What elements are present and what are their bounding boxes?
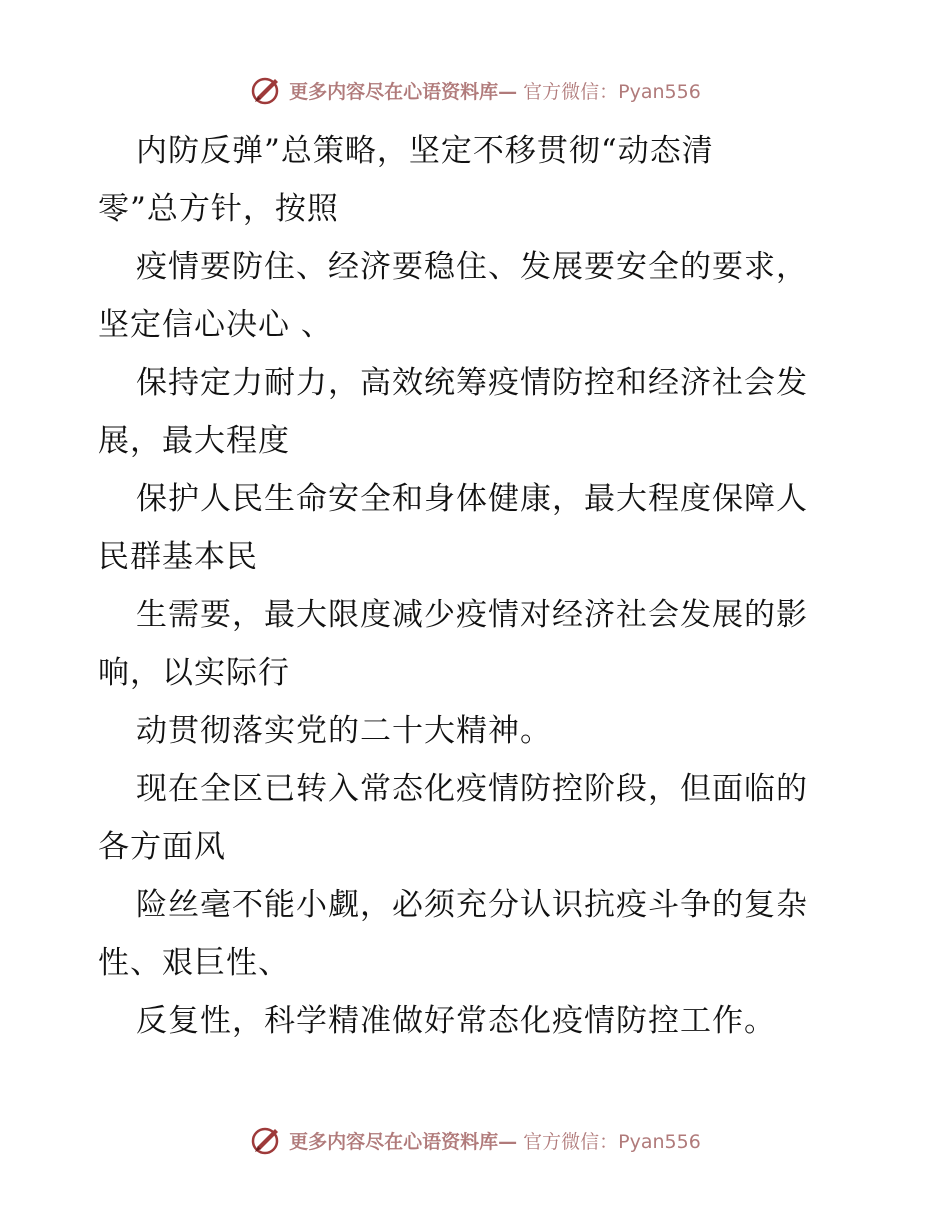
banner-text: 更多内容尽在心语资料库— [289, 1130, 518, 1153]
text-line: 响，以实际行 [98, 655, 290, 691]
footer-banner [0, 1120, 950, 1160]
text-line: 现在全区已转入常态化疫情防控阶段，但面临的 [136, 771, 808, 807]
text-line: 生需要，最大限度减少疫情对经济社会发展的影 [136, 597, 808, 633]
text-line: 零”总方针，按照 [98, 191, 339, 227]
text-line: 民群基本民 [98, 539, 258, 575]
text-line: 性、艰巨性、 [98, 945, 290, 981]
text-line: 保护人民生命安全和身体健康，最大程度保障人 [136, 481, 808, 517]
text-line: 内防反弹”总策略，坚定不移贯彻“动态清 [136, 133, 714, 169]
text-line: 各方面风 [98, 829, 226, 865]
quill-pen-circle-icon [249, 73, 283, 107]
banner-wechat: 官方微信：Pyan556 [523, 1130, 701, 1153]
text-line: 坚定信心决心 、 [98, 307, 333, 343]
text-line: 保持定力耐力，高效统筹疫情防控和经济社会发 [136, 365, 808, 401]
text-line: 险丝毫不能小觑，必须充分认识抗疫斗争的复杂 [136, 887, 808, 923]
banner-wechat: 官方微信：Pyan556 [523, 80, 701, 103]
text-line: 疫情要防住、经济要稳住、发展要安全的要求， [136, 249, 808, 285]
quill-pen-circle-icon [249, 1123, 283, 1157]
text-line: 展，最大程度 [98, 423, 290, 459]
document-body [98, 122, 858, 1050]
banner-content [249, 1123, 701, 1157]
text-line: 动贯彻落实党的二十大精神。 [136, 713, 552, 749]
banner-content [249, 73, 701, 107]
banner-text: 更多内容尽在心语资料库— [289, 80, 518, 103]
header-banner [0, 70, 950, 110]
text-line: 反复性，科学精准做好常态化疫情防控工作。 [136, 1003, 776, 1039]
